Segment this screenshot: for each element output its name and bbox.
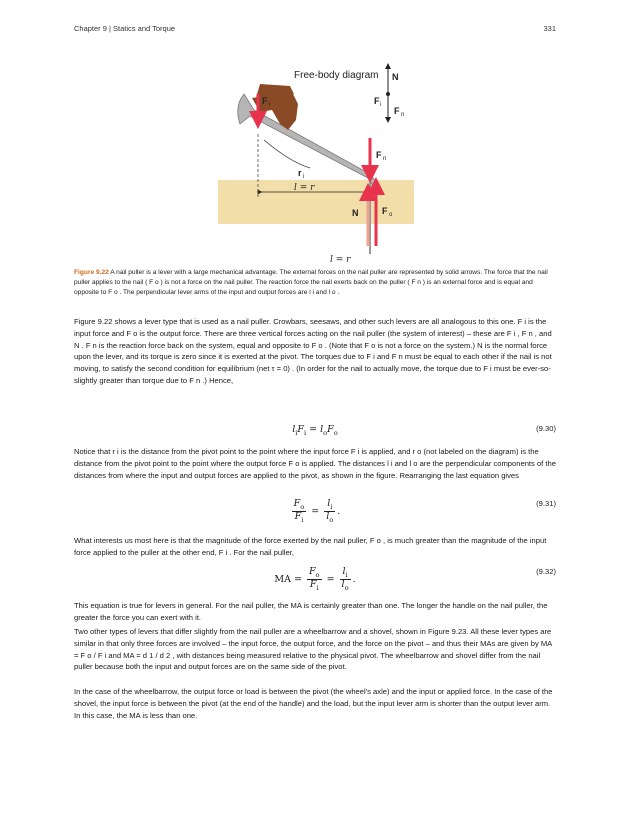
paragraph-2: Notice that r i is the distance from the pivot point to the point where the input force F i is applied, and r o (not labeled on the diagram) is the distance from the pivot point to the point where the output force F o is applied. The distances l i and l o are the perpendicular components of the distances from where the input and output forces are applied to the pivot, as shown in the figure. Rearranging the last equation gives (74, 447, 556, 480)
label-ri: r (298, 168, 302, 178)
label-fi: F (262, 96, 268, 106)
svg-text:n: n (401, 112, 405, 118)
equation-number: (9.31) (536, 499, 556, 508)
paragraph-1: Figure 9.22 shows a lever type that is used as a nail puller. Crowbars, seesaws, and other such levers are all analogous to this one. F i is the input force and F o is the output force. There are three vertical forces acting on the nail puller (the system of interest) – these are F i , F n , and N . F n is the reaction force back on the system, equal and opposite to F o . (Note that F o is not a force on the system.) N is the normal force upon the lever, and its torque is zero since it is exerted at the pivot. The torques due to F i and F n must be equal to each other if the nail is not moving, to satisfy the second condition for equilibrium (net τ = 0) . (In order for the nail to actually move, the torque due to F i must be ever-so-slightly greater than torque due to F n .) Hence, (74, 317, 552, 385)
free-body-title: Free-body diagram (294, 70, 379, 81)
svg-text:i: i (303, 174, 305, 180)
svg-text:F: F (374, 96, 380, 106)
svg-text:o: o (389, 212, 393, 218)
paragraph-5: Two other types of levers that differ slightly from the nail puller are a wheelbarrow and a shovel, shown in Figure 9.23. All these lever types are similar in that only three forces are involved – the input force, the output force, and the force on the pivot – and thus their MAs are given by MA = F o / F i and MA = d 1 / d 2 , with distances being measured relative to the physical pivot. The wheelbarrow and shovel differ from the nail puller because both the input and output forces are on the same side of the pivot. (74, 627, 552, 672)
paragraph-6: In the case of the wheelbarrow, the output force or load is between the pivot (the wheel's axle) and the input or applied force. In the case of the shovel, the input force is between the pivot (at the end of the handle) and the load, but the input lever arm is shorter than the output lever arm. In this case, the MA is less than one. (74, 687, 553, 720)
label-fo: F (382, 206, 388, 216)
equation-9-32-formula: MA = $\frac{F_o}{F_i}$ = $\frac{l_i}{l_o}$ . (274, 566, 356, 593)
svg-text:N: N (392, 72, 399, 82)
equation-9-32 (74, 567, 556, 597)
equation-number: (9.30) (536, 424, 556, 433)
equation-9-31-formula: $\frac{F_o}{F_i}$ = $\frac{l_i}{l_o}$ . (293, 498, 341, 525)
page-number: 331 (543, 24, 556, 33)
equation-9-31 (74, 499, 556, 529)
paragraph-4: This equation is true for levers in general. For the nail puller, the MA is certainly greater than one. The longer the handle on the nail puller, the greater the force you can exert with it. (74, 601, 548, 622)
nail-puller-figure (190, 58, 440, 266)
caption-text: A nail puller is a lever with a large mechanical advantage. The external forces on the nail puller are represented by solid arrows. The force that the nail puller applies to the nail ( F o ) is not a force on the nail puller. The reaction force the nail exerts back on the puller ( F n ) is an external force and is equal and opposite to F o . The perpendicular lever arms of the input and output forces are l i and l o . (74, 269, 548, 297)
figure-caption (74, 268, 556, 299)
figure-label: Figure 9.22 (74, 269, 109, 276)
paragraph-3: What interests us most here is that the magnitude of the force exerted by the nail puller, F o , is much greater than the magnitude of the input force applied to the puller at the other end, F i . For the nail puller, (74, 536, 547, 557)
label-n: N (352, 208, 359, 218)
label-li: l = r (294, 183, 315, 193)
svg-text:n: n (383, 156, 387, 162)
equation-number: (9.32) (536, 567, 556, 576)
svg-text:i: i (269, 102, 271, 108)
running-header-chapter: Chapter 9 | Statics and Torque (74, 24, 176, 33)
svg-text:F: F (394, 106, 400, 116)
label-fn: F (376, 150, 382, 160)
svg-text:i: i (380, 102, 382, 108)
label-lo: l = r (330, 255, 351, 265)
equation-9-30 (74, 424, 556, 446)
equation-9-30-formula: $l_iF_i = l_oF_o$ (292, 424, 338, 437)
wood-block (218, 180, 414, 224)
